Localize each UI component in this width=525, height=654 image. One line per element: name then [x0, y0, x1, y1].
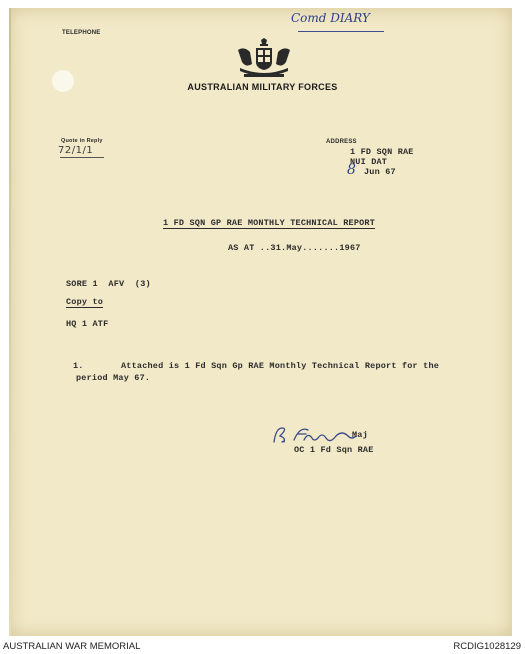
- address-label: ADDRESS: [326, 139, 357, 145]
- paragraph-line-1: Attached is 1 Fd Sqn Gp RAE Monthly Technical Report for the: [121, 361, 440, 371]
- signatory-appointment: OC 1 Fd Sqn RAE: [294, 445, 374, 455]
- reference-label: Quote in Reply: [61, 138, 103, 144]
- reference-number: 72/1/1: [58, 145, 94, 156]
- report-date-line: [228, 237, 361, 255]
- handwritten-signature: [270, 424, 362, 446]
- annotation-underline: [298, 31, 384, 32]
- as-at-date: 31.May: [270, 243, 303, 253]
- handwritten-annotation: Comd DIARY: [291, 11, 370, 25]
- as-at-dots: .......: [302, 243, 340, 253]
- address-day: 8: [347, 162, 356, 178]
- reference-underline: [60, 157, 104, 158]
- archive-reference: RCDIG1028129: [453, 641, 521, 652]
- organisation-title: AUSTRALIAN MILITARY FORCES: [187, 82, 338, 92]
- coat-of-arms-icon: [234, 38, 294, 82]
- as-at-year: 1967: [339, 243, 361, 253]
- address-month-year: Jun 67: [364, 167, 396, 177]
- address-unit: 1 FD SQN RAE: [350, 147, 414, 157]
- report-title: 1 FD SQN GP RAE MONTHLY TECHNICAL REPORT: [163, 218, 376, 228]
- paragraph-number: 1.: [73, 361, 84, 371]
- distribution-line: SORE 1 AFV (3): [66, 279, 151, 289]
- as-at-prefix: AS AT ..: [228, 243, 271, 253]
- archive-name: AUSTRALIAN WAR MEMORIAL: [3, 641, 141, 652]
- archive-footer: [0, 637, 525, 654]
- copy-to-label: Copy to: [66, 297, 104, 307]
- signatory-rank: Maj: [352, 430, 368, 440]
- paragraph-line-2: period May 67.: [76, 373, 151, 383]
- telephone-label: TELEPHONE: [62, 30, 101, 36]
- page-edge: [9, 8, 11, 636]
- address-location: NUI DAT: [350, 157, 388, 167]
- copy-to-value: HQ 1 ATF: [66, 319, 109, 329]
